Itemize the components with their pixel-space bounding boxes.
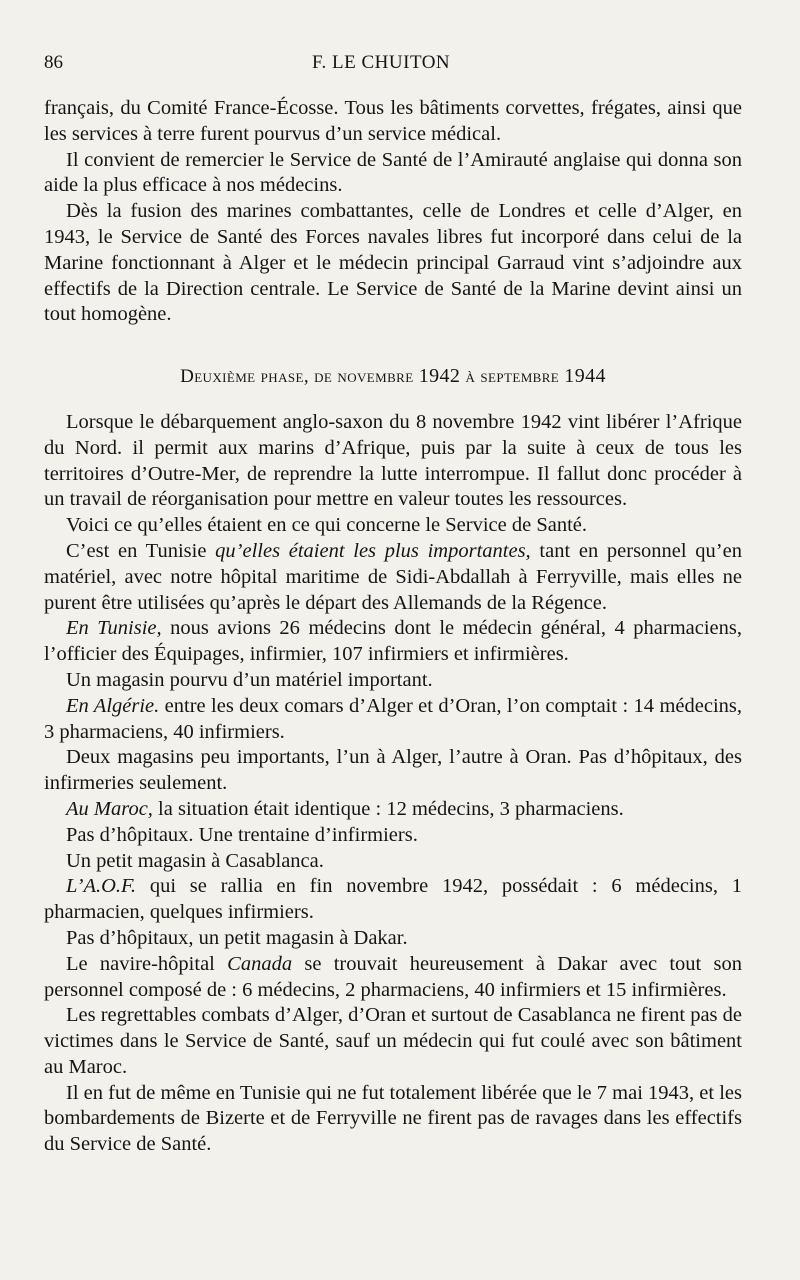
italic-place: Au Maroc, [66,797,153,820]
paragraph [44,539,742,616]
paragraph-text: se trouvait heureusement à Dakar avec tout son personnel composé de : 6 médecins, 2 pharmaciens, 40 infirmiers et 15 infirmières. [44,952,742,1001]
paragraph: Pas d’hôpitaux. Une trentaine d’infirmiers. [66,823,418,846]
paragraph-text: entre les deux comars d’Alger et d’Oran, l’on comptait : 14 médecins, 3 pharmaciens, 40 infirmiers. [44,694,742,743]
section-title-part: Deuxième phase, de novembre [180,366,419,388]
paragraph-text: qui se rallia en fin novembre 1942, possédait : 6 médecins, 1 pharmacien, quelques infirmiers. [44,875,742,924]
paragraph [44,616,742,668]
paragraph: Deux magasins peu importants, l’un à Alger, l’autre à Oran. Pas d’hôpitaux, des infirmeries seulement. [44,746,742,795]
paragraph: Dès la fusion des marines combattantes, celle de Londres et celle d’Alger, en 1943, le Service de Santé des Forces navales libres fut incorporé dans celui de la Marine fonctionnant à Alger et le médecin principal Garraud vint s’adjoindre aux effectifs de la Direction centrale. Le Service de Santé de la Marine devint ainsi un tout homogène. [44,200,742,326]
paragraph: Les regrettables combats d’Alger, d’Oran et surtout de Casablanca ne firent pas de victimes dans le Service de Santé, sauf un médecin qui fut coulé avec son bâtiment au Maroc. [44,1004,742,1078]
italic-place: En Algérie. [66,694,160,717]
body-text [44,96,742,1158]
paragraph-text: tant en personnel qu’en matériel, avec notre hôpital maritime de Sidi-Abdallah à Ferryville, mais elles ne purent être utilisées qu’après le départ des Allemands de la Régence. [44,539,742,614]
running-head: F. LE CHUITON [312,52,451,73]
section-title-part: à septembre [460,366,565,388]
paragraph-text: nous avions 26 médecins dont le médecin général, 4 pharmaciens, l’officier des Équipages, infirmier, 107 infirmiers et infirmières. [44,617,742,666]
italic-ship-name: Canada [227,952,293,975]
paragraph: Lorsque le débarquement anglo-saxon du 8 novembre 1942 vint libérer l’Afrique du Nord. il permit aux marins d’Afrique, puis par la suite à ceux de tous les territoires d’Outre-Mer, de reprendre la lutte interrompue. Il fallut donc procéder à un travail de réorganisation pour mettre en valeur toutes les ressources. [44,410,742,511]
paragraph [44,797,742,823]
paragraph [44,694,742,746]
paragraph-text: C’est en Tunisie [66,539,216,562]
page-header [44,52,742,82]
paragraph: Voici ce qu’elles étaient en ce qui concerne le Service de Santé. [66,514,587,537]
page-number: 86 [44,52,63,73]
italic-phrase: qu’elles étaient les plus importantes, [215,539,531,562]
paragraph-text: la situation était identique : 12 médecins, 3 pharmaciens. [152,797,624,820]
italic-place: En Tunisie, [66,617,162,640]
paragraph-text: Le navire-hôpital [66,952,228,975]
section-heading [44,364,742,390]
paragraph: Un petit magasin à Casablanca. [66,849,324,872]
italic-place: L’A.O.F. [66,875,137,898]
section-year: 1944 [564,365,606,388]
paragraph [44,952,742,1004]
paragraph: Un magasin pourvu d’un matériel important. [66,668,433,691]
section-year: 1942 [418,365,461,388]
paragraph: Pas d’hôpitaux, un petit magasin à Dakar. [66,926,408,949]
paragraph [44,874,742,926]
paragraph: Il en fut de même en Tunisie qui ne fut totalement libérée que le 7 mai 1943, et les bombardements de Bizerte et de Ferryville ne firent pas de ravages dans les effectifs du Service de Santé. [44,1081,742,1156]
paragraph: français, du Comité France-Écosse. Tous les bâtiments corvettes, frégates, ainsi que les services à terre furent pourvus d’un service médical. [44,97,742,145]
paragraph: Il convient de remercier le Service de Santé de l’Amirauté anglaise qui donna son aide la plus efficace à nos médecins. [44,148,742,197]
